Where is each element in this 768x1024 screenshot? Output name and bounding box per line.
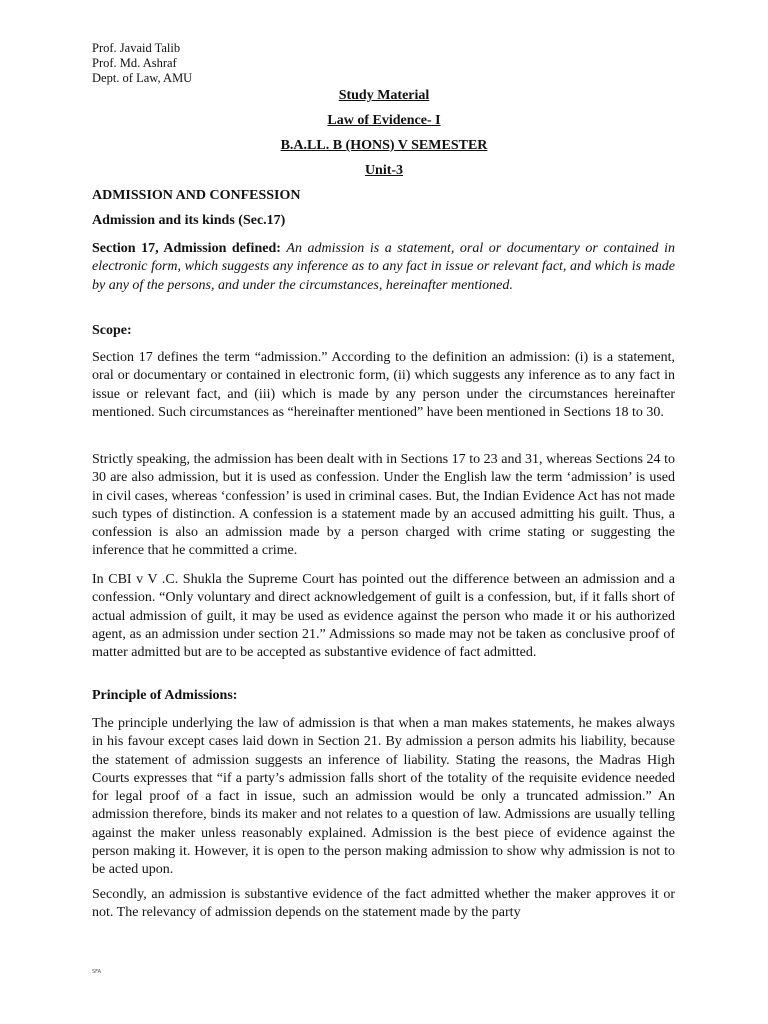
footer-mark: SFA	[92, 969, 102, 975]
scope-paragraph-2: Strictly speaking, the admission has been dealt with in Sections 17 to 23 and 31, whereas Sections 24 to 30 are also admission, but it is used as confession. Under the English law the term ‘admission’ is used in civil cases, whereas ‘confession’ is used in criminal cases. But, the Indian Evidence Act has not made such types of distinction. A confession is a statement made by an accused admitting his guilt. Thus, a confession is also an admission made by a person charged with crime stating or suggesting the inference that he committed a crime.	[92, 452, 675, 559]
section-17-definition: An admission is a statement, oral or documentary or contained in electronic form, which suggests any inference as to any fact in issue or relevant fact, and which is made by any of the persons, and under the circumstances, hereinafter mentioned.	[92, 241, 675, 293]
scope-paragraph-3: In CBI v V .C. Shukla the Supreme Court has pointed out the difference between an admission and a confession. “Only voluntary and direct acknowledgement of guilt is a confession, but, if it falls short of actual admission of guilt, it may be used as evidence against the person who made it or his authorized agent, as an admission under section 21.” Admissions so made may not be taken as conclusive proof of matter admitted but are to be accepted as substantive evidence of fact admitted.	[92, 572, 675, 661]
principle-paragraph-1: The principle underlying the law of admission is that when a man makes statements, he makes always in his favour except cases laid down in Section 21. By admission a person admits his liability, because the statement of admission suggests an inference of liability. Stating the reasons, the Madras High Courts expresses that “if a party’s admission falls short of the totality of the requisite evidence needed for legal proof of a fact in issue, such an admission would be only a truncated admission.” An admission therefore, binds its maker and not relates to a question of law. Admissions are usually telling against the maker unless reasonably explained. Admission is the best piece of evidence against the person making it. However, it is open to the person making admission to show why admission is not to be acted upon.	[92, 716, 675, 878]
main-heading: ADMISSION AND CONFESSION	[92, 188, 301, 203]
principle-heading: Principle of Admissions:	[92, 688, 238, 703]
principle-paragraph-2: Secondly, an admission is substantive evidence of the fact admitted whether the maker approves it or not. The relevancy of admission depends on the statement made by the party	[92, 887, 675, 921]
author-line: Prof. Javaid Talib	[92, 41, 181, 55]
section-17-paragraph	[92, 240, 675, 295]
department-line: Dept. of Law, AMU	[92, 71, 193, 85]
author-block	[92, 41, 192, 86]
subject-title: Law of Evidence- I	[327, 113, 441, 128]
unit-title: Unit-3	[364, 163, 404, 178]
author-line: Prof. Md. Ashraf	[92, 56, 177, 70]
kinds-heading: Admission and its kinds (Sec.17)	[92, 213, 286, 228]
section-17-lead: Section 17, Admission defined:	[92, 241, 281, 256]
course-title: B.A.LL. B (HONS) V SEMESTER	[280, 138, 488, 153]
scope-paragraph-1: Section 17 defines the term “admission.” According to the definition an admission: (i) is a statement, oral or documentary or contained in electronic form, (ii) which suggests any inference as to any fact in issue or relevant fact, and (iii) which is made by any person under the circumstances hereinafter mentioned. Such circumstances as “hereinafter mentioned” have been mentioned in Sections 18 to 30.	[92, 350, 675, 420]
study-material-title: Study Material	[338, 88, 430, 103]
scope-heading: Scope:	[92, 323, 132, 338]
